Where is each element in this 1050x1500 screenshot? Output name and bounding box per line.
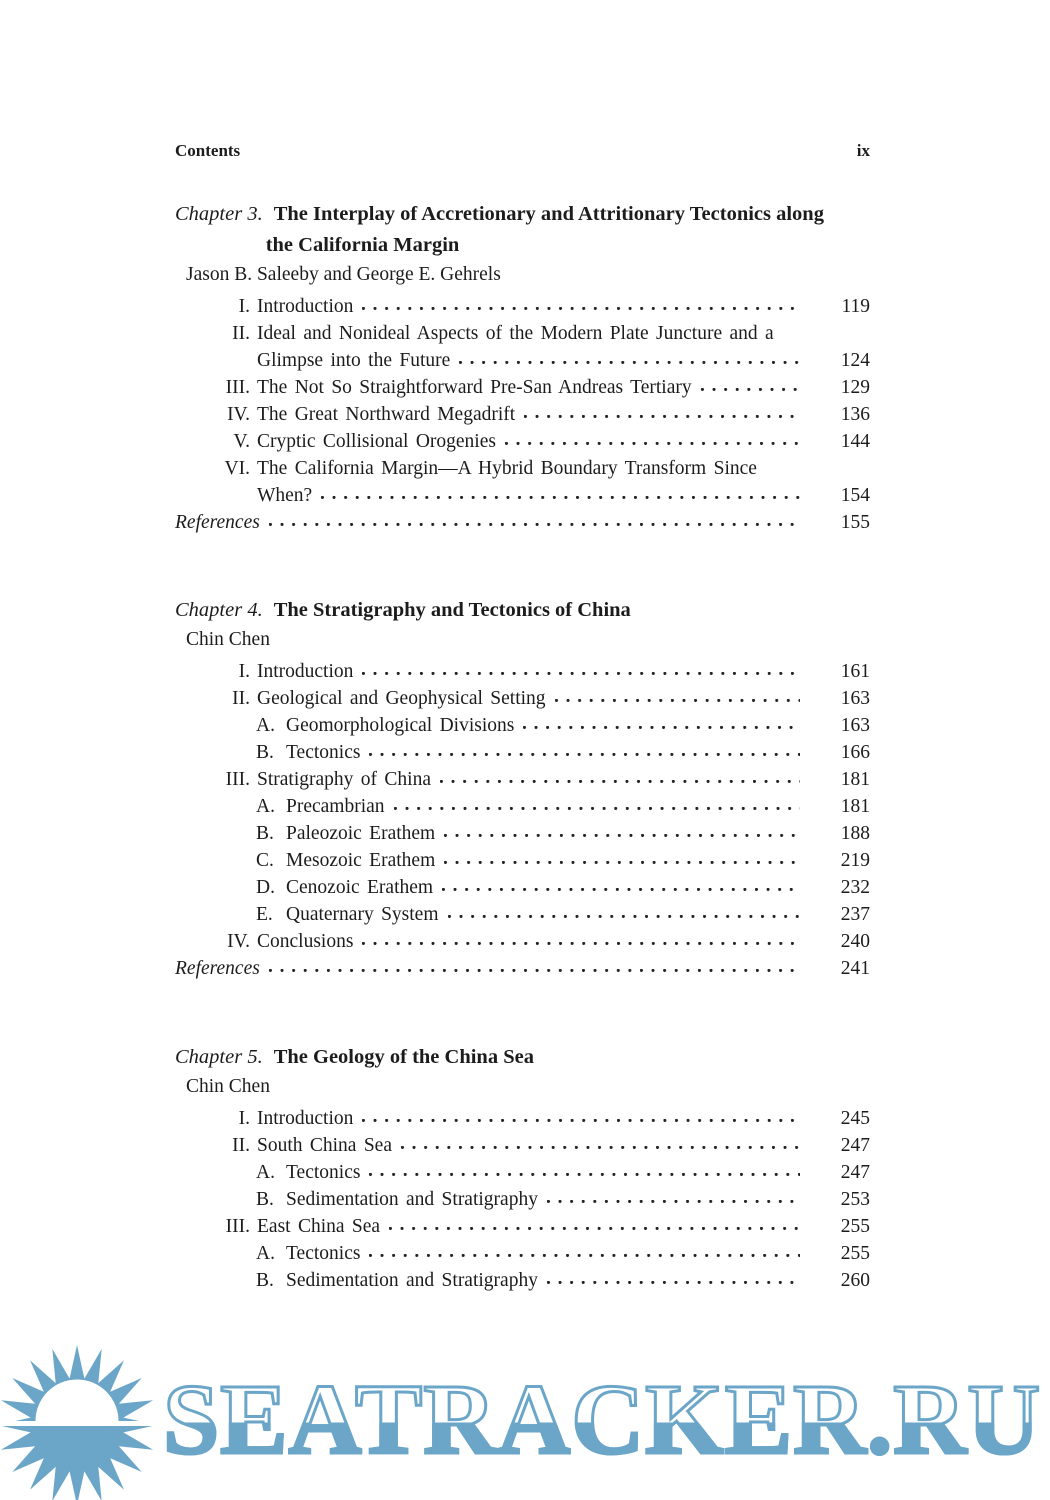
entry-label: Sedimentation and Stratigraphy (286, 1270, 538, 1291)
dot-leader (505, 442, 800, 446)
chapter-5-section (175, 1042, 870, 1294)
entry-number: II. (232, 1135, 250, 1156)
references-row (175, 509, 870, 536)
entry-label: South China Sea (257, 1135, 392, 1156)
toc-row-continuation (175, 347, 870, 374)
entry-letter: A. (256, 1162, 275, 1183)
entry-label: Quaternary System (286, 904, 439, 925)
entry-label-continuation: Glimpse into the Future (257, 350, 451, 371)
entry-page-number: 154 (840, 485, 870, 506)
chapter-4-toc (175, 658, 870, 982)
watermark-text: SEATRACKER.RU (163, 1363, 1042, 1475)
dot-leader (401, 1146, 800, 1150)
chapter-3-title-line2: the California Margin (265, 234, 460, 256)
entry-page-number: 237 (840, 904, 870, 925)
toc-row (175, 685, 870, 712)
toc-row-sub (175, 847, 870, 874)
entry-page-number: 247 (840, 1135, 870, 1156)
entry-label: Mesozoic Erathem (286, 850, 436, 871)
entry-number: I. (238, 661, 250, 682)
entry-letter: B. (256, 1189, 274, 1210)
chapter-3-label: Chapter 3. (175, 203, 263, 225)
entry-number: IV. (227, 404, 250, 425)
entry-page-number: 144 (840, 431, 870, 452)
chapter-5-label: Chapter 5. (175, 1046, 263, 1068)
toc-row (175, 401, 870, 428)
toc-row (175, 293, 870, 320)
toc-row (175, 428, 870, 455)
dot-leader (459, 361, 800, 365)
chapter-3-title-line1: The Interplay of Accretionary and Attritionary Tectonics along (273, 203, 824, 225)
dot-leader (523, 726, 800, 730)
entry-label: Introduction (257, 661, 354, 682)
dot-leader (442, 888, 800, 892)
entry-label: The Great Northward Megadrift (257, 404, 516, 425)
entry-letter: C. (256, 850, 274, 871)
entry-label: Stratigraphy of China (257, 769, 431, 790)
chapter-3-title (265, 199, 824, 261)
entry-page-number: 181 (840, 796, 870, 817)
entry-label: Cryptic Collisional Orogenies (257, 431, 496, 452)
dot-leader (369, 1173, 800, 1177)
toc-row (175, 928, 870, 955)
dot-leader (369, 1254, 800, 1258)
chapter-5-title-line1: The Geology of the China Sea (273, 1046, 534, 1068)
chapter-5-title (274, 1042, 534, 1073)
entry-label: Precambrian (286, 796, 385, 817)
chapter-4-label: Chapter 4. (175, 599, 263, 621)
entry-letter: E. (256, 904, 273, 925)
entry-label: Cenozoic Erathem (286, 877, 434, 898)
chapter-4-authors: Chin Chen (186, 629, 270, 650)
chapter-5-toc (175, 1105, 870, 1294)
entry-label-continuation: When? (257, 485, 313, 506)
entry-page-number: 255 (840, 1243, 870, 1264)
toc-row-sub (175, 1267, 870, 1294)
toc-row (175, 320, 870, 347)
toc-row (175, 455, 870, 482)
entry-page-number: 136 (840, 404, 870, 425)
entry-number: II. (232, 688, 250, 709)
chapter-5-heading (175, 1042, 870, 1073)
entry-letter: A. (256, 796, 275, 817)
running-header (175, 140, 870, 162)
entry-label: Geomorphological Divisions (286, 715, 515, 736)
toc-row (175, 766, 870, 793)
running-header-title: Contents (175, 141, 241, 160)
dot-leader (362, 942, 800, 946)
toc-row (175, 1132, 870, 1159)
dot-leader (394, 807, 800, 811)
entry-page-number: 240 (840, 931, 870, 952)
entry-letter: B. (256, 823, 274, 844)
dot-leader (547, 1200, 800, 1204)
dot-leader (444, 834, 800, 838)
entry-page-number: 188 (840, 823, 870, 844)
entry-letter: B. (256, 742, 274, 763)
entry-page-number: 119 (841, 296, 870, 317)
toc-row-sub (175, 1186, 870, 1213)
entry-label: Sedimentation and Stratigraphy (286, 1189, 538, 1210)
entry-number: VI. (224, 458, 250, 479)
entry-label: Ideal and Nonideal Aspects of the Modern Plate Juncture and a (257, 323, 774, 344)
toc-row (175, 1213, 870, 1240)
entry-page-number: 232 (840, 877, 870, 898)
entry-number: III. (225, 769, 250, 790)
entry-number: III. (225, 377, 250, 398)
entry-number: III. (225, 1216, 250, 1237)
dot-leader (321, 496, 800, 500)
entry-page-number: 129 (840, 377, 870, 398)
running-header-folio: ix (856, 141, 870, 160)
toc-row-sub (175, 739, 870, 766)
chapter-4-title-line1: The Stratigraphy and Tectonics of China (273, 599, 631, 621)
toc-row (175, 1105, 870, 1132)
entry-page-number: 245 (840, 1108, 870, 1129)
toc-row-sub (175, 901, 870, 928)
chapter-3-toc (175, 293, 870, 536)
toc-row-sub (175, 712, 870, 739)
entry-page-number: 155 (840, 512, 870, 533)
entry-page-number: 163 (840, 715, 870, 736)
chapter-3-heading (175, 199, 870, 261)
entry-page-number: 241 (840, 958, 870, 979)
entry-page-number: 247 (840, 1162, 870, 1183)
dot-leader (524, 415, 800, 419)
entry-label: The California Margin—A Hybrid Boundary Transform Since (257, 458, 757, 479)
entry-letter: B. (256, 1270, 274, 1291)
dot-leader (701, 388, 800, 392)
dot-leader (389, 1227, 800, 1231)
dot-leader (269, 969, 800, 973)
dot-leader (362, 1119, 800, 1123)
entry-label: Paleozoic Erathem (286, 823, 436, 844)
entry-number: IV. (227, 931, 250, 952)
entry-label: The Not So Straightforward Pre-San Andreas Tertiary (257, 377, 692, 398)
entry-letter: A. (256, 1243, 275, 1264)
references-label: References (175, 958, 260, 979)
dot-leader (362, 307, 800, 311)
entry-page-number: 253 (840, 1189, 870, 1210)
entry-label: Tectonics (286, 1162, 361, 1183)
chapter-5-authors: Chin Chen (186, 1076, 270, 1097)
dot-leader (362, 672, 800, 676)
entry-label: Introduction (257, 296, 354, 317)
references-row (175, 955, 870, 982)
toc-row-sub (175, 1240, 870, 1267)
toc-row-sub (175, 1159, 870, 1186)
toc-row-sub (175, 820, 870, 847)
entry-label: Geological and Geophysical Setting (257, 688, 546, 709)
toc-row-sub (175, 793, 870, 820)
page-content (175, 140, 870, 1294)
entry-page-number: 124 (840, 350, 870, 371)
chapter-4-section (175, 595, 870, 982)
entry-letter: A. (256, 715, 275, 736)
entry-page-number: 181 (840, 769, 870, 790)
entry-page-number: 163 (840, 688, 870, 709)
dot-leader (444, 861, 800, 865)
toc-row (175, 374, 870, 401)
toc-row-continuation (175, 482, 870, 509)
entry-label: Introduction (257, 1108, 354, 1129)
entry-page-number: 161 (840, 661, 870, 682)
entry-page-number: 255 (840, 1216, 870, 1237)
references-label: References (175, 512, 260, 533)
entry-letter: D. (256, 877, 275, 898)
entry-number: II. (232, 323, 250, 344)
chapter-3-authors: Jason B. Saleeby and George E. Gehrels (186, 264, 501, 285)
dot-leader (269, 523, 800, 527)
chapter-4-title (274, 595, 631, 626)
entry-number: I. (238, 296, 250, 317)
entry-number: V. (233, 431, 250, 452)
entry-page-number: 260 (840, 1270, 870, 1291)
toc-row-sub (175, 874, 870, 901)
dot-leader (448, 915, 800, 919)
entry-page-number: 166 (840, 742, 870, 763)
dot-leader (369, 753, 800, 757)
dot-leader (555, 699, 800, 703)
chapter-3-section (175, 199, 870, 536)
sun-over-sea-icon (0, 1345, 157, 1500)
entry-page-number: 219 (840, 850, 870, 871)
dot-leader (547, 1281, 800, 1285)
entry-label: Tectonics (286, 742, 361, 763)
chapter-4-heading (175, 595, 870, 626)
entry-label: Tectonics (286, 1243, 361, 1264)
entry-label: Conclusions (257, 931, 354, 952)
toc-row (175, 658, 870, 685)
entry-label: East China Sea (257, 1216, 381, 1237)
dot-leader (440, 780, 800, 784)
entry-number: I. (238, 1108, 250, 1129)
